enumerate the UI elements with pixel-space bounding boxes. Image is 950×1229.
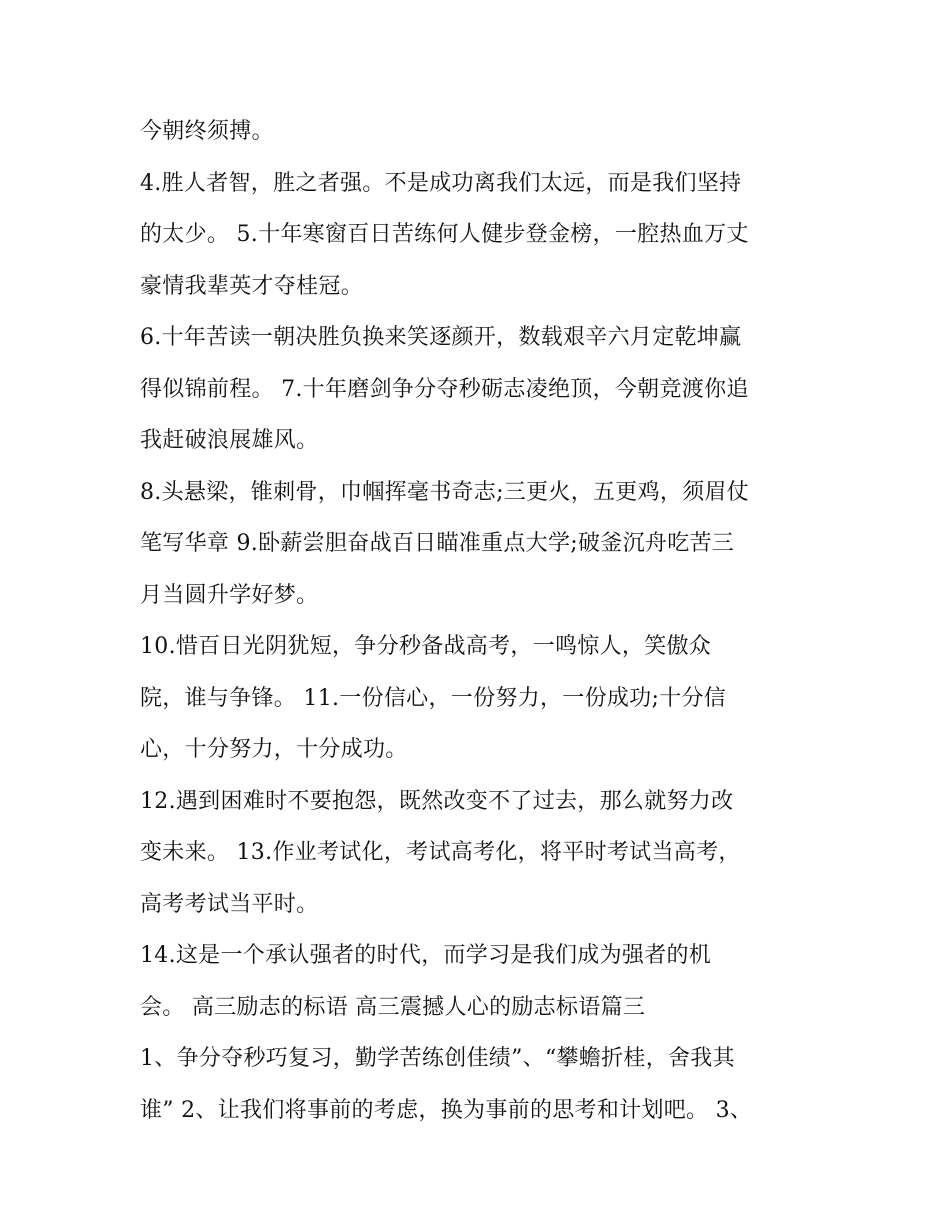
text-line: 12.遇到困难时不要抱怨，既然改变不了过去，那么就努力改 bbox=[140, 788, 734, 814]
text-line: 变未来。 13.作业考试化，考试高考化，将平时考试当高考， bbox=[140, 840, 741, 865]
document-body bbox=[140, 106, 820, 1136]
text-line: 4.胜人者智，胜之者强。不是成功离我们太远，而是我们坚持 bbox=[140, 170, 742, 196]
text-line: 会。 高三励志的标语 高三震撼人心的励志标语篇三 bbox=[140, 994, 646, 1020]
text-line: 的太少。 5.十年寒窗百日苦练何人健步登金榜，一腔热血万丈 bbox=[140, 222, 749, 247]
text-line: 院，谁与争锋。 11.一份信心，一份努力，一份成功;十分信 bbox=[140, 685, 727, 711]
text-line: 我赶破浪展雄风。 bbox=[140, 428, 319, 453]
text-line: 谁” 2、让我们将事前的考虑，换为事前的思考和计划吧。 3、 bbox=[140, 1097, 753, 1123]
text-line: 6.十年苦读一朝决胜负换来笑逐颜开，数载艰辛六月定乾坤赢 bbox=[140, 325, 742, 350]
text-line: 14.这是一个承认强者的时代，而学习是我们成为强者的机 bbox=[140, 943, 712, 968]
text-line: 月当圆升学好梦。 bbox=[140, 582, 319, 608]
text-line: 1、争分夺秒巧复习，勤学苦练创佳绩”、“攀蟾折桂，舍我其 bbox=[140, 1046, 735, 1071]
text-line: 得似锦前程。 7.十年磨剑争分夺秒砺志凌绝顶，今朝竞渡你追 bbox=[140, 376, 749, 402]
text-line: 8.头悬梁，锥刺骨，巾帼挥毫书奇志;三更火，五更鸡，须眉仗 bbox=[140, 479, 750, 505]
text-line: 心，十分努力，十分成功。 bbox=[140, 737, 408, 762]
text-line: 今朝终须搏。 bbox=[140, 119, 274, 144]
text-line: 10.惜百日光阴犹短，争分秒备战高考，一鸣惊人，笑傲众 bbox=[140, 634, 712, 659]
text-line: 笔写华章 9.卧薪尝胆奋战百日瞄准重点大学;破釜沉舟吃苦三 bbox=[140, 531, 735, 556]
text-line: 豪情我辈英才夺桂冠。 bbox=[140, 273, 364, 299]
text-line: 高考考试当平时。 bbox=[140, 891, 319, 917]
